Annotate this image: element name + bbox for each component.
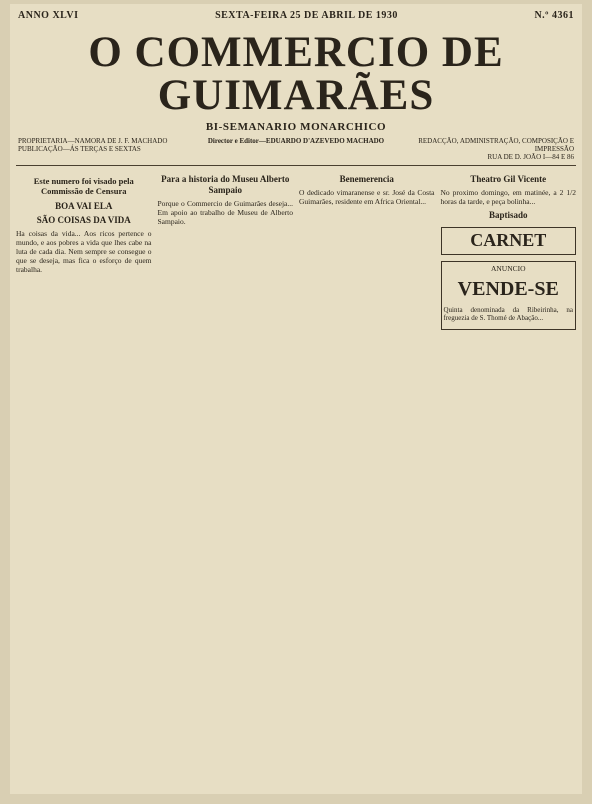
publication: PUBLICAÇÃO—ÁS TERÇAS E SEXTAS xyxy=(18,145,141,153)
col4-sub: Baptisado xyxy=(488,210,528,221)
vendese-text: Quinta denominada da Ribeirinha, na freguezia de S. Thomé de Abação... xyxy=(443,305,573,323)
col-4 xyxy=(441,172,577,334)
right-info xyxy=(391,137,574,161)
property: PROPRIETARIA—NAMORA DE J. F. MACHADO xyxy=(18,137,168,145)
col1-text: Ha coisas da vida... Aos ricos pertence o mundo, e aos pobres a vida que lhes cabe na luta de cada dia. Nem sempre se consegue o que se deseja, mas fica o esforço de quem trabalha. xyxy=(16,228,152,275)
col2-text: Porque o Commercio de Guimarães deseja... Em apoio ao trabalho de Museu de Alberto Sampaio. xyxy=(157,198,293,227)
col1-title: BOA VAI ELA xyxy=(55,200,113,211)
newspaper-page xyxy=(10,4,582,794)
left-info xyxy=(18,137,201,161)
col-2 xyxy=(158,172,294,334)
notice: Este numero foi visado pela Commissão de Censura xyxy=(33,176,134,197)
col4-text: No proximo domingo, em matinée, a 2 1/2 horas da tarde, e peça bolinha... xyxy=(440,187,576,207)
info-row xyxy=(10,133,582,161)
anuncio: ANUNCIO xyxy=(490,264,526,274)
col3-text: O dedicado vimaranense e sr. José da Costa Guimarães, residente em Africa Oriental... xyxy=(299,187,435,207)
ano: ANNO XLVI xyxy=(18,10,79,21)
number: N.º 4361 xyxy=(534,10,574,21)
vendese: VENDE-SE xyxy=(457,278,559,301)
date: SEXTA-FEIRA 25 DE ABRIL DE 1930 xyxy=(215,10,398,21)
col-1 xyxy=(16,172,152,334)
director: Director e Editor—EDUARDO D'AZEVEDO MACHADO xyxy=(207,137,385,145)
anuncio-box xyxy=(441,261,577,330)
col-3 xyxy=(299,172,435,334)
col2-title: Para a historia do Museu Alberto Sampaio xyxy=(161,174,290,195)
col1-subtitle: SÃO COISAS DA VIDA xyxy=(36,214,131,225)
header-rule xyxy=(16,165,576,166)
columns xyxy=(10,172,582,334)
top-line xyxy=(10,4,582,21)
carnet: CARNET xyxy=(441,227,577,255)
masthead: O COMMERCIO DE GUIMARÃES xyxy=(88,29,504,119)
col4-title: Theatro Gil Vicente xyxy=(470,174,547,184)
col3-title: Benemerencia xyxy=(339,174,394,184)
office: REDACÇÃO, ADMINISTRAÇÃO, COMPOSIÇÃO E IMPRESSÃO xyxy=(418,137,574,153)
address: RUA DE D. JOÃO I—84 E 86 xyxy=(487,153,574,161)
subtitle: BI-SEMANARIO MONARCHICO xyxy=(205,121,387,133)
